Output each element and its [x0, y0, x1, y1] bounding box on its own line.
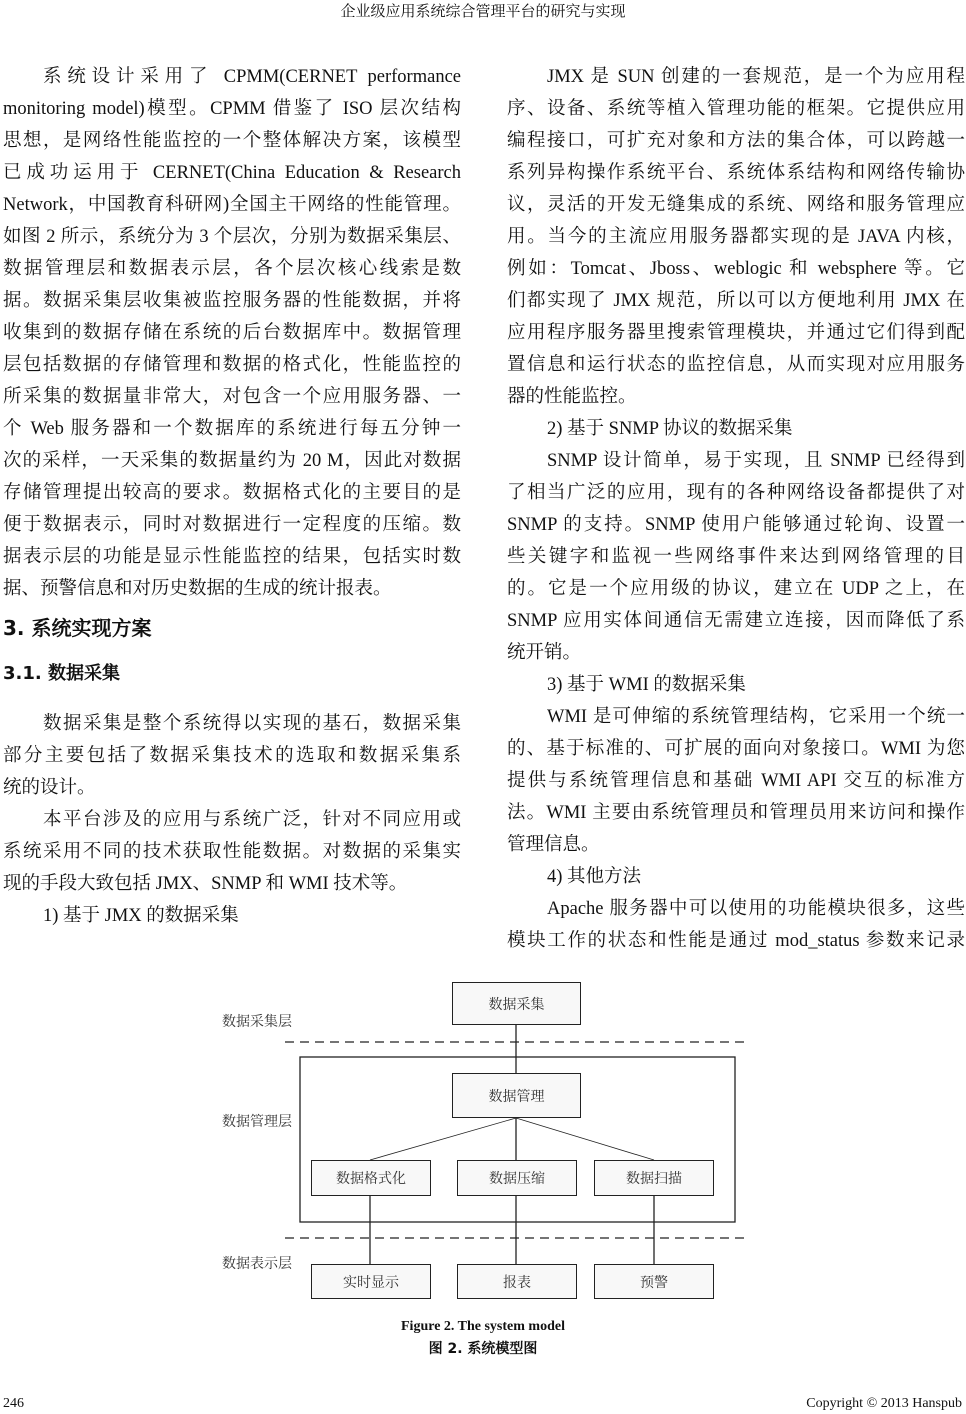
box-report: 报表 [457, 1264, 577, 1299]
text-line: 们都实现了 JMX 规范，所以可以方便地利用 JMX 在 [507, 291, 965, 311]
text-line: 法。WMI 主要由系统管理员和管理员用来访问和操作 [507, 803, 965, 823]
text-line: 已成功运用于 CERNET(China Education & Research [3, 163, 461, 183]
copyright: Copyright © 2013 Hanspub [806, 1396, 962, 1411]
text-line: 思想，是网络性能监控的一个整体解决方案，该模型 [3, 131, 461, 151]
text-line: 应用程序服务器里搜索管理模块，并通过它们得到配 [507, 323, 965, 343]
text-line: 据。数据采集层收集被监控服务器的性能数据，并将 [3, 291, 461, 311]
text-line: 1) 基于 JMX 的数据采集 [43, 906, 239, 926]
section-heading: 3. 系统实现方案 [3, 616, 152, 640]
text-line: 的。它是一个应用级的协议，建立在 UDP 之上，在 [507, 579, 965, 599]
running-header: 企业级应用系统综合管理平台的研究与实现 [340, 4, 626, 20]
section-heading: 3.1. 数据采集 [3, 663, 120, 684]
text-line: 本平台涉及的应用与系统广泛，针对不同应用或 [43, 810, 461, 830]
text-line: 如图 2 所示，系统分为 3 个层次，分别为数据采集层、 [3, 227, 461, 247]
text-line: 所采集的数据量非常大，对包含一个应用服务器、一 [3, 387, 461, 407]
figure-caption-en: Figure 2. The system model [401, 1319, 565, 1334]
box-data-collect: 数据采集 [452, 982, 581, 1025]
text-line: 例如：Tomcat、Jboss、weblogic 和 websphere 等。它 [507, 259, 965, 279]
text-line: 次的采样，一天采集的数据量约为 20 M，因此对数据 [3, 451, 461, 471]
text-line: SNMP 的支持。SNMP 使用户能够通过轮询、设置一 [507, 515, 965, 535]
text-line: 用。当今的主流应用服务器都实现的是 JAVA 内核， [507, 227, 965, 247]
text-line: 个 Web 服务器和一个数据库的系统进行每五分钟一 [3, 419, 461, 439]
layer-label-manage: 数据管理层 [222, 1115, 292, 1130]
box-data-compress: 数据压缩 [457, 1160, 577, 1196]
layer-label-collect: 数据采集层 [222, 1015, 292, 1030]
text-line: 提供与系统管理信息和基础 WMI API 交互的标准方 [507, 771, 965, 791]
text-line: 系统采用不同的技术获取性能数据。对数据的采集实 [3, 842, 461, 862]
text-line: 模块工作的状态和性能是通过 mod_status 参数来记录 [507, 931, 965, 951]
text-line: 统开销。 [507, 643, 582, 663]
text-line: 4) 其他方法 [547, 867, 642, 887]
connector-manage-format [370, 1118, 516, 1160]
text-line: 层包括数据的存储管理和数据的格式化，性能监控的 [3, 355, 461, 375]
text-line: Apache 服务器中可以使用的功能模块很多，这些 [547, 899, 965, 919]
text-line: 据、预警信息和对历史数据的生成的统计报表。 [3, 579, 392, 599]
box-data-manage: 数据管理 [452, 1073, 581, 1118]
text-line: 数据采集是整个系统得以实现的基石，数据采集 [43, 714, 461, 734]
text-line: Network，中国教育科研网)全国主干网络的性能管理。 [3, 195, 461, 215]
text-line: 议，灵活的开发无缝集成的系统、网络和服务管理应 [507, 195, 965, 215]
text-line: 据表示层的功能是显示性能监控的结果，包括实时数 [3, 547, 461, 567]
text-line: 统的设计。 [3, 778, 96, 798]
text-line: JMX 是 SUN 创建的一套规范，是一个为应用程 [547, 67, 965, 87]
text-line: 便于数据表示，同时对数据进行一定程度的压缩。数 [3, 515, 461, 535]
page-number: 246 [3, 1396, 24, 1411]
text-line: 存储管理提出较高的要求。数据格式化的主要目的是 [3, 483, 461, 503]
text-line: SNMP 设计简单，易于实现，且 SNMP 已经得到 [547, 451, 965, 471]
text-line: WMI 是可伸缩的系统管理结构，它采用一个统一 [547, 707, 965, 727]
text-line: 了相当广泛的应用，现有的各种网络设备都提供了对 [507, 483, 965, 503]
connector-manage-scan [516, 1118, 654, 1160]
text-line: 2) 基于 SNMP 协议的数据采集 [547, 419, 793, 439]
text-line: 些关键字和监视一些网络事件来达到网络管理的目 [507, 547, 965, 567]
text-line: 系统设计采用了 CPMM(CERNET performance [43, 67, 461, 87]
text-line: 数据管理层和数据表示层，各个层次核心线索是数 [3, 259, 461, 279]
box-realtime-display: 实时显示 [311, 1264, 431, 1299]
text-line: 部分主要包括了数据采集技术的选取和数据采集系 [3, 746, 461, 766]
text-line: 的、基于标准的、可扩展的面向对象接口。WMI 为您 [507, 739, 965, 759]
text-line: SNMP 应用实体间通信无需建立连接，因而降低了系 [507, 611, 965, 631]
box-alert: 预警 [594, 1264, 714, 1299]
text-line: monitoring model)模型。CPMM 借鉴了 ISO 层次结构 [3, 99, 461, 119]
text-line: 编程接口，可扩充对象和方法的集合体，可以跨越一 [507, 131, 965, 151]
text-line: 管理信息。 [507, 835, 600, 855]
layer-label-present: 数据表示层 [222, 1257, 292, 1272]
box-data-scan: 数据扫描 [594, 1160, 714, 1196]
text-line: 现的手段大致包括 JMX、SNMP 和 WMI 技术等。 [3, 874, 408, 894]
text-line: 器的性能监控。 [507, 387, 637, 407]
text-line: 序、设备、系统等植入管理功能的框架。它提供应用 [507, 99, 965, 119]
text-line: 置信息和运行状态的监控信息，从而实现对应用服务 [507, 355, 965, 375]
text-line: 3) 基于 WMI 的数据采集 [547, 675, 746, 695]
text-line: 系列异构操作系统平台、系统体系结构和网络传输协 [507, 163, 965, 183]
figure-caption-zh: 图 2. 系统模型图 [428, 1341, 538, 1357]
box-data-format: 数据格式化 [311, 1160, 431, 1196]
text-line: 收集到的数据存储在系统的后台数据库中。数据管理 [3, 323, 461, 343]
